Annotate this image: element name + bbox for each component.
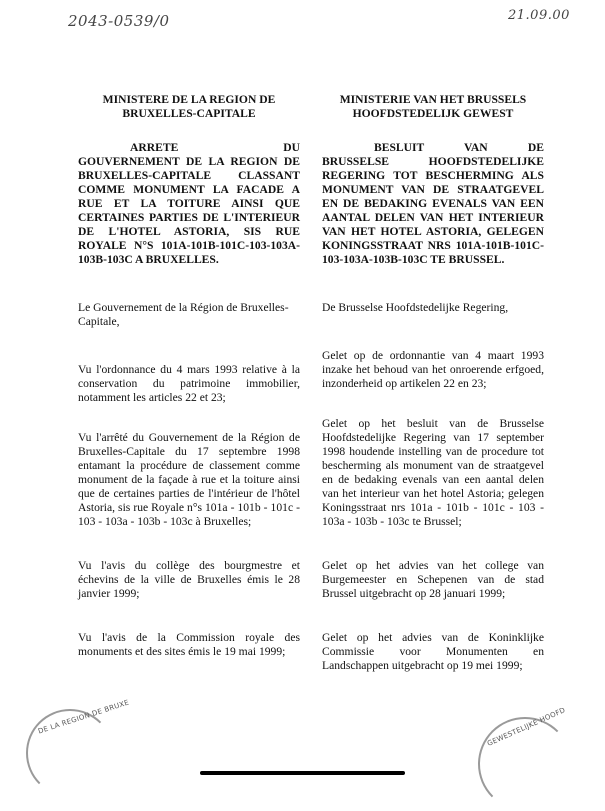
dutch-title-first-line: BESLUIT VAN DE [374,141,544,154]
french-paragraph-avis-college: Vu l'avis du collège des bourgmestre et échevins de la ville de Bruxelles émis le 28 janvier 1999; [78,559,300,600]
dutch-heading-line1: MINISTERIE VAN HET BRUSSELS [339,93,527,106]
bilingual-columns [0,80,605,673]
french-paragraph-preamble: Le Gouvernement de la Région de Bruxelles-Capitale, [78,301,289,328]
dutch-paragraph-advies-college: Gelet op het advies van het college van Burgemeester en Schepenen van de stad Brussel uitgebracht op 28 januari 1999; [322,559,544,600]
home-indicator-bar[interactable] [200,771,405,775]
french-paragraph-avis-commission: Vu l'avis de la Commission royale des monuments et des sites émis le 19 mai 1999; [78,631,300,658]
dutch-paragraph-besluit: Gelet op het besluit van de Brusselse Hoofdstedelijke Regering van 17 september 1998 houdende instelling van de procedure tot bescherming als monument van de straatgevel en de bedaking evenals van een aantal delen van het interieur van het hotel Astoria; gelegen Koningsstraat nrs 101a - 101b - 101c - 103 - 103a - 103b - 103c te Brussel; [322,417,544,528]
dutch-heading-line2: HOOFDSTEDELIJK GEWEST [352,107,514,120]
french-heading-line2: BRUXELLES-CAPITALE [122,107,256,120]
handwritten-reference-number: 2043-0539/0 [68,12,170,30]
french-title-body: GOUVERNEMENT DE LA REGION DE BRUXELLES-CAPITALE CLASSANT COMME MONUMENT LA FACADE A RUE ET LA TOITURE AINSI QUE CERTAINES PARTIES DE L'INTERIEUR DE L'HOTEL ASTORIA, SIS RUE ROYALE N°S 101A-101B-101C-103-103A-103B-103C A BRUXELLES. [78,155,300,266]
dutch-ministry-heading [322,93,544,121]
page-footer [0,687,605,779]
french-decree-title [78,141,300,267]
stamp-right-text: GEWESTELIJKE HOOFD [486,706,567,748]
dutch-paragraph-ordonnantie: Gelet op de ordonnantie van 4 maart 1993 inzake het behoud van het onroerende erfgoed, inzonderheid op artikelen 22 en 23; [322,349,544,390]
handwritten-annotations [0,0,605,80]
french-paragraph-ordonnance: Vu l'ordonnance du 4 mars 1993 relative à la conservation du patrimoine immobilier, notamment les articles 22 et 23; [78,363,300,404]
dutch-decree-title [322,141,544,267]
dutch-column [322,80,544,673]
dutch-paragraph-advies-commissie: Gelet op het advies van de Koninklijke Commissie voor Monumenten en Landschappen uitgebracht op 19 mei 1999; [322,631,544,672]
french-paragraph-arrete: Vu l'arrêté du Gouvernement de la Région de Bruxelles-Capitale du 17 septembre 1998 entamant la procédure de classement comme monument de la façade à rue et la toiture ainsi que de certaines parties de l'intérieur de l'hôtel Astoria, sis rue Royale n°s 101a - 101b - 101c - 103 - 103a - 103b - 103c à Bruxelles; [78,431,300,528]
french-heading-line1: MINISTERE DE LA REGION DE [102,93,276,106]
french-title-first-line: ARRETE DU [130,141,300,154]
stamp-left-text: DE LA REGION DE BRUXE [37,698,131,736]
dutch-title-body: BRUSSELSE HOOFDSTEDELIJKE REGERING TOT BESCHERMING ALS MONUMENT VAN DE STRAATGEVEL EN DE BEDAKING EVENALS VAN EEN AANTAL DELEN VAN HET INTERIEUR VAN HET HOTEL ASTORIA, GELEGEN KONINGSSTRAAT NRS 101A-101B-101C-103-103A-103B-103C TE BRUSSEL. [322,155,544,266]
french-ministry-heading [78,93,300,121]
handwritten-date: 21.09.00 [508,8,570,23]
french-column [78,80,300,673]
dutch-paragraph-preamble: De Brusselse Hoofdstedelijke Regering, [322,301,509,314]
